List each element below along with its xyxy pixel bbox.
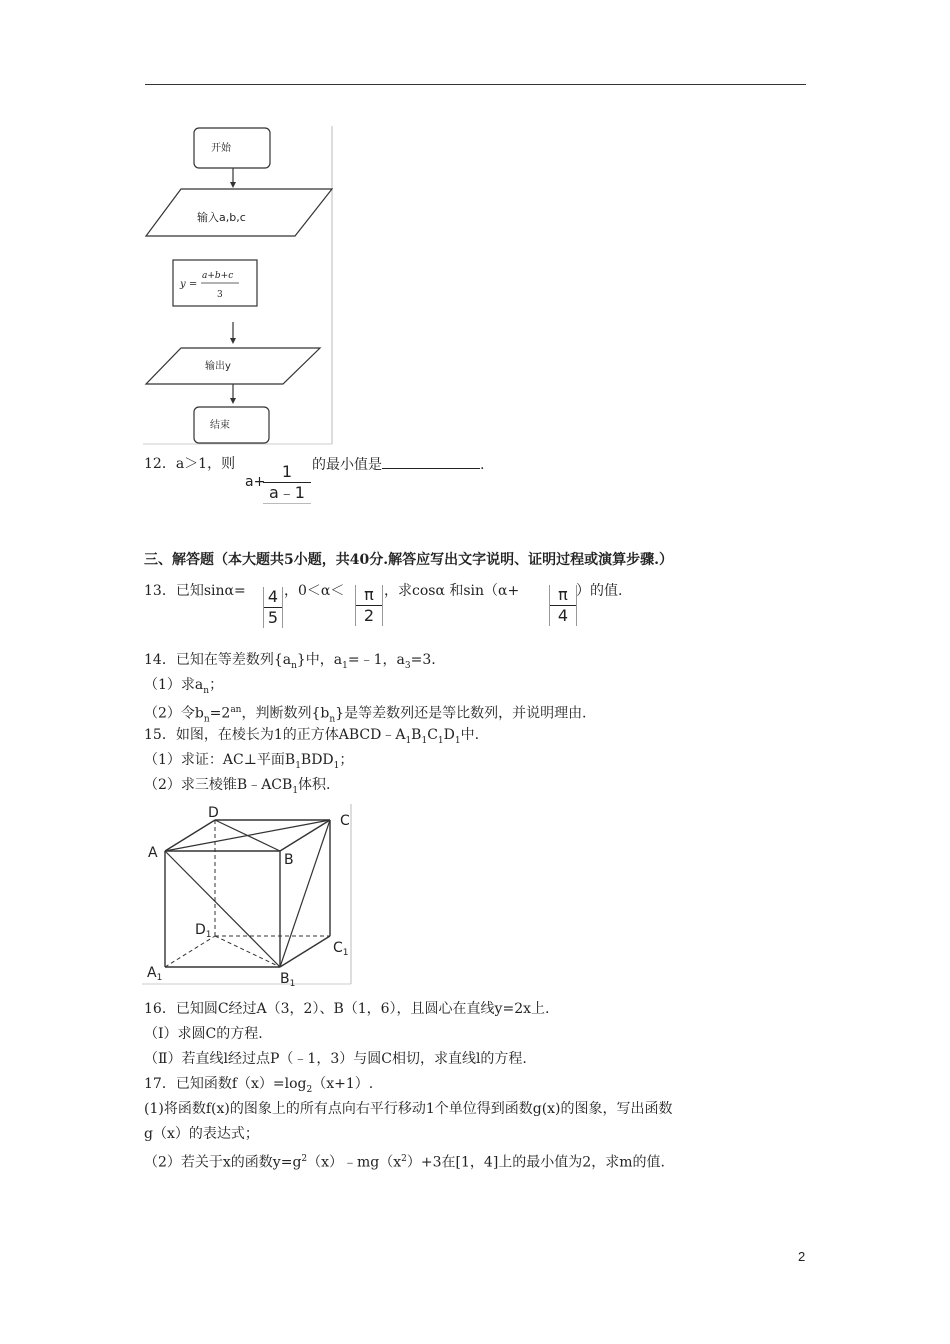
flow-formula-lhs: y = <box>180 279 198 290</box>
q13-frac-1 <box>263 587 283 628</box>
q17-line2: (1)将函数f(x)的图象上的所有点向右平行移动1个单位得到函数g(x)的图象，写出函数 <box>144 1101 673 1117</box>
q13-f1-den: 5 <box>264 607 282 628</box>
cube-label-a: A <box>148 845 158 861</box>
q15-l2: （1）求证：AC⊥平面B <box>144 752 296 768</box>
q12-answer-blank[interactable] <box>382 454 480 469</box>
q13-f1-num: 4 <box>267 587 279 606</box>
q15-l1: 15．如图，在棱长为1的正方体ABCD﹣A <box>144 727 406 743</box>
q17-line4 <box>144 1149 665 1173</box>
q12-end: . <box>480 457 485 473</box>
flow-formula-den: 3 <box>217 290 223 300</box>
q17-l4-b: （x）﹣mg（x <box>307 1154 402 1171</box>
q14-l1-f: =3. <box>410 652 436 668</box>
q13-frac-2 <box>355 585 383 626</box>
q15-t2: C <box>427 727 438 743</box>
q15-s4: 1 <box>454 735 461 746</box>
cube-label-d1: $D_1$ <box>195 922 212 940</box>
q15-s5: 1 <box>295 760 301 771</box>
q15-t1: B <box>411 727 422 743</box>
q12-fraction <box>245 462 311 504</box>
flow-start-label: 开始 <box>211 143 231 154</box>
q15-line2 <box>144 750 353 776</box>
q15-s2: 1 <box>421 735 428 746</box>
q14-l1-sub3: 3 <box>404 660 411 671</box>
q14-l1-sub: n <box>291 660 297 671</box>
q15-s7: 1 <box>292 785 299 796</box>
q17-l4-d: ）+3在[1，4]上的最小值为2，求m的值. <box>406 1154 665 1171</box>
q16-line3: （Ⅱ）若直线l经过点P（﹣1，3）与圆C相切，求直线l的方程. <box>144 1051 527 1067</box>
q13-f3-num: π <box>558 585 568 604</box>
q12-prefix: 12．a＞1，则 <box>144 456 236 472</box>
q14-l2-sub: n <box>203 685 210 696</box>
q13-part1: 13．已知sinα= <box>144 583 246 599</box>
q13-f2-num: π <box>364 585 374 604</box>
q13-f2-den: 2 <box>356 605 382 626</box>
q14-l3-sup: an <box>230 705 242 715</box>
q14-l1-a: 14．已知在等差数列{a <box>144 652 292 668</box>
q15-l3: （2）求三棱锥B﹣ACB <box>144 777 293 793</box>
flow-output-label: 输出y <box>205 361 231 372</box>
q17-l1-sub: 2 <box>306 1084 313 1095</box>
flowchart-figure <box>143 126 335 446</box>
q12-suffix: 的最小值是 <box>312 457 382 473</box>
section-3-heading: 三、解答题（本大题共5小题，共40分.解答应写出文字说明、证明过程或演算步骤.） <box>144 552 673 568</box>
q13-f3-den: 4 <box>550 605 576 626</box>
q12-text <box>144 454 235 474</box>
q16-line2: （Ⅰ）求圆C的方程. <box>144 1026 263 1042</box>
q12-frac-num: 1 <box>281 462 293 481</box>
q14-l3-c: ，判断数列{b <box>241 705 330 722</box>
cube-label-b: B <box>284 852 294 868</box>
page-number: 2 <box>798 1249 806 1264</box>
cube-figure <box>142 804 354 986</box>
cube-label-b1: $B_1$ <box>280 971 296 986</box>
q17-l1-b: （x+1）. <box>312 1076 374 1092</box>
q14-l1-d: =﹣1，a <box>347 652 405 668</box>
q13-part4: ）的值. <box>576 583 623 599</box>
q14-l3-sub2: n <box>329 714 336 725</box>
q13-part2: ，0＜α＜ <box>284 583 345 599</box>
q17-l1-a: 17．已知函数f（x）=log <box>144 1076 307 1092</box>
q14-l3-a: （2）令b <box>144 705 204 722</box>
cube-label-c1: $C_1$ <box>333 940 349 958</box>
q17-line3: g（x）的表达式； <box>144 1126 259 1142</box>
q15-t4: 中. <box>460 727 480 743</box>
q14-l2-b: ； <box>209 677 224 693</box>
flow-end-label: 结束 <box>210 420 230 431</box>
cube-label-c: C <box>340 813 350 829</box>
flow-output-box <box>146 348 320 384</box>
q17-l4-sup2: 2 <box>401 1154 407 1164</box>
q15-s1: 1 <box>405 735 412 746</box>
q12-suffix-line <box>312 454 484 475</box>
q13-part3: ，求cosα 和sin（α+ <box>384 583 520 599</box>
q15-t6: ； <box>339 752 354 768</box>
q14-l1-sub2: 1 <box>342 660 348 671</box>
cube-label-a1: $A_1$ <box>147 965 163 983</box>
flow-input-label: 输入a,b,c <box>197 211 246 224</box>
q15-line3 <box>144 775 331 801</box>
header-rule <box>145 84 806 85</box>
flow-formula-num: a+b+c <box>202 271 234 281</box>
q13-frac-3 <box>549 585 577 626</box>
q14-l2-a: （1）求a <box>144 677 204 693</box>
q12-frac-den: a﹣1 <box>263 482 311 504</box>
flow-start-box <box>194 128 270 168</box>
q12-frac-lhs: a+ <box>245 474 266 490</box>
q17-line1 <box>144 1074 373 1100</box>
q14-line1 <box>144 650 436 676</box>
q14-l3-e: }是等差数列还是等比数列，并说明理由. <box>335 705 587 722</box>
flow-end-box <box>194 407 269 443</box>
q15-t3: D <box>443 727 455 743</box>
q15-line1 <box>144 725 479 751</box>
q15-s6: 1 <box>333 760 340 771</box>
q14-l3-b: =2 <box>209 705 231 722</box>
q14-l1-b: }中，a <box>296 652 343 668</box>
q14-l3-sub: n <box>203 714 210 725</box>
q15-t5: BDD <box>300 752 334 768</box>
q17-l4-sup: 2 <box>301 1154 308 1164</box>
q16-line1: 16．已知圆C经过A（3，2）、B（1，6），且圆心在直线y=2x上. <box>144 1001 550 1017</box>
q14-line2 <box>144 675 223 701</box>
q15-s3: 1 <box>437 735 444 746</box>
q15-t7: 体积. <box>298 777 331 793</box>
cube-label-d: D <box>208 805 219 821</box>
q17-l4-a: （2）若关于x的函数y=g <box>144 1154 302 1171</box>
